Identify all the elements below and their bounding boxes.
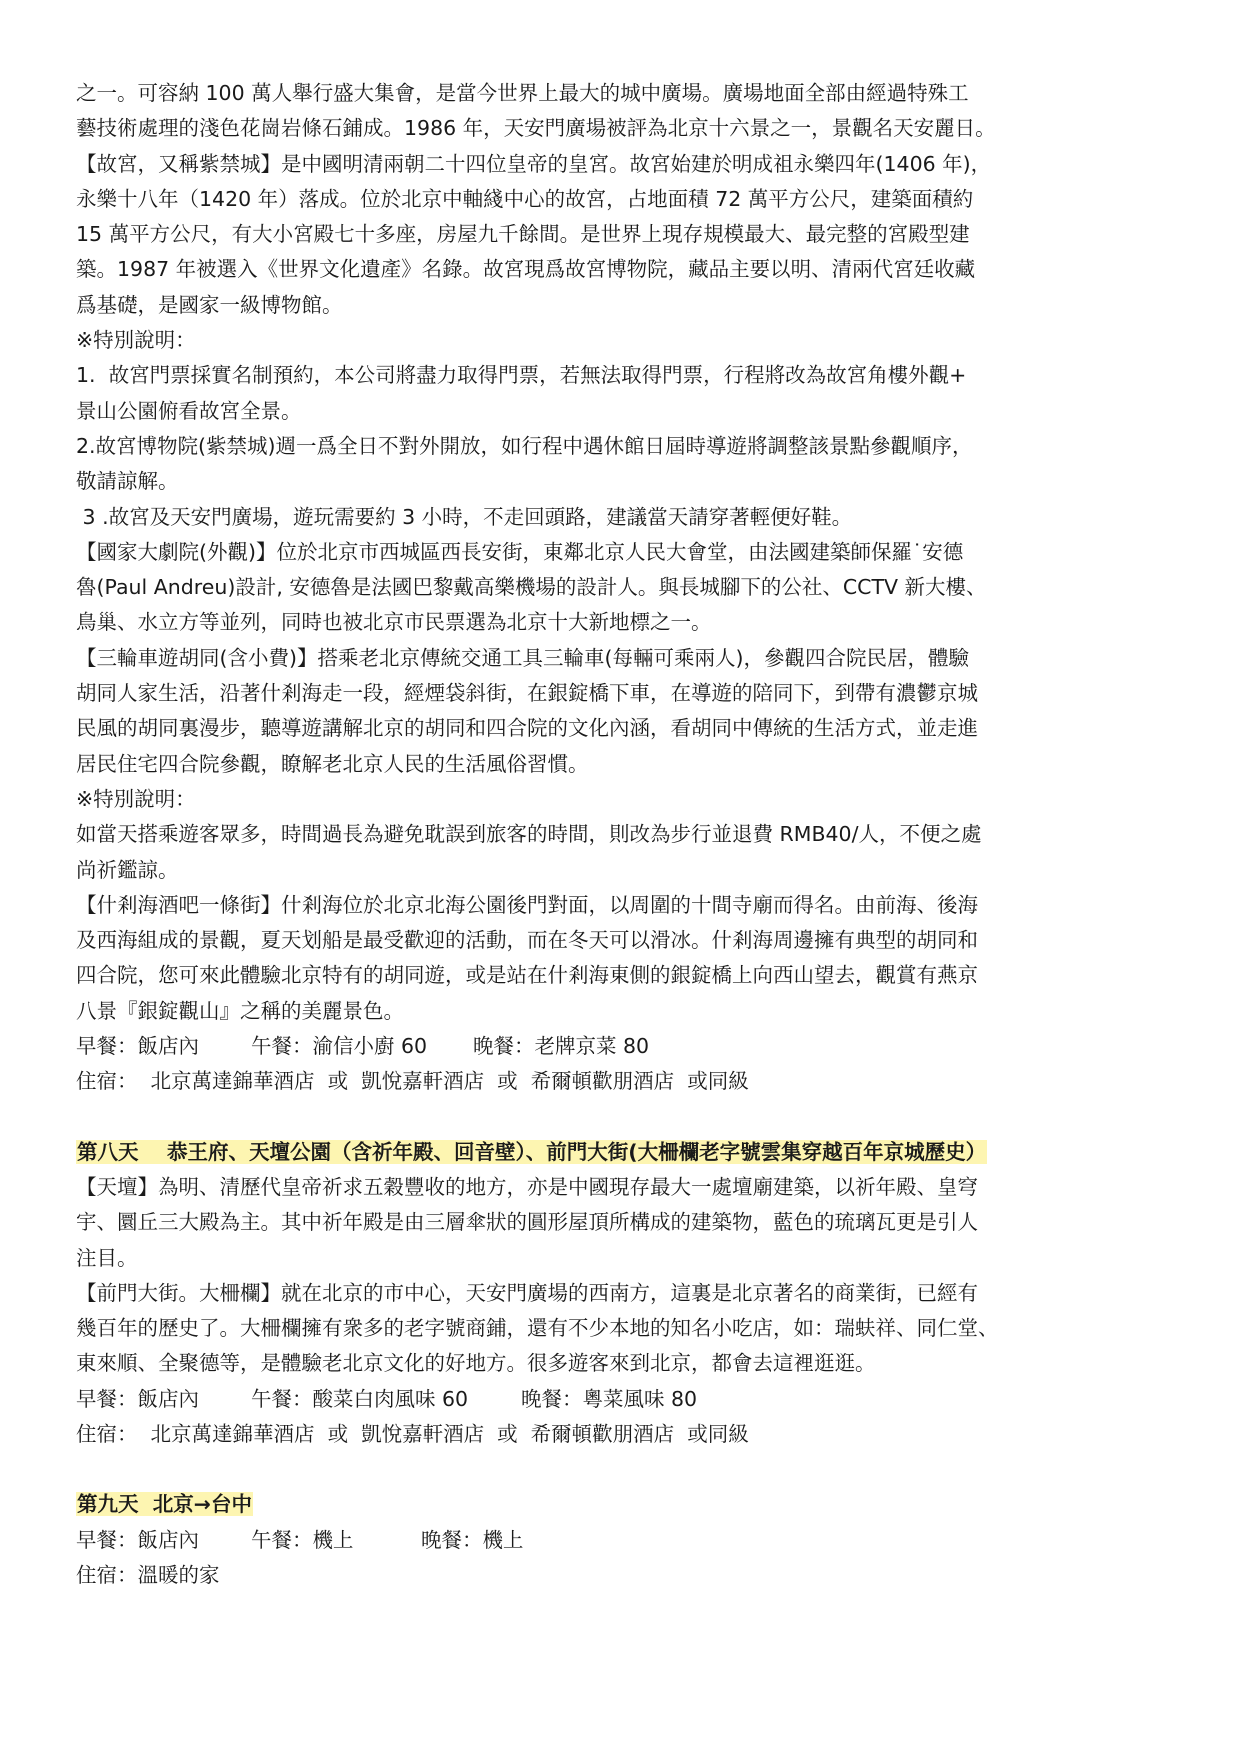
day8-paragraph [76,1170,1167,1276]
text-line: 尚祈鑑諒。 [76,857,179,882]
main-paragraph [76,500,1167,535]
text-line: 2.故宮博物院(紫禁城)週一爲全日不對外開放，如行程中遇休館日屆時導遊將調整該景點參觀順序， [76,433,973,458]
main-paragraph [76,147,1167,323]
day8-paragraph [76,1276,1167,1382]
text-line: ※特別說明： [76,328,196,353]
main-paragraph [76,817,1167,888]
main-paragraph [76,358,1167,429]
day8-stay: 住宿： 北京萬達錦華酒店 或 凱悅嘉軒酒店 或 希爾頓歡朋酒店 或同級 [76,1421,749,1446]
lunch: 午餐：機上 [251,1527,354,1552]
day9-stay: 住宿：溫暖的家 [76,1562,220,1587]
day8-heading: 第八天 恭王府、天壇公園（含祈年殿、回音壁）、前門大街(大柵欄老字號雲集穿越百年京城歷史） [77,1139,987,1164]
breakfast: 早餐：飯店內 [76,1034,199,1059]
text-line: 民風的胡同裏漫步，聽導遊講解北京的胡同和四合院的文化內涵，看胡同中傳統的生活方式，並走進 [76,716,978,741]
text-line: 居民住宅四合院參觀，瞭解老北京人民的生活風俗習慣。 [76,751,589,776]
text-line: 魯(Paul Andreu)設計, 安德魯是法國巴黎戴高樂機場的設計人。與長城腳下的公社、CCTV 新大樓、 [76,575,987,600]
breakfast: 早餐：飯店內 [76,1527,199,1552]
main-paragraph [76,535,1167,641]
text-line: 景山公園俯看故宮全景。 [76,398,302,423]
day8-meals [76,1382,1167,1417]
main-paragraph [76,641,1167,782]
text-line: 鳥巢、水立方等並列，同時也被北京市民票選為北京十大新地標之一。 [76,610,712,635]
text-line: 胡同人家生活，沿著什剎海走一段，經煙袋斜街，在銀錠橋下車，在導遊的陪同下，到帶有濃鬱京城 [76,681,978,706]
itinerary-body [76,76,1167,1029]
text-line: 【前門大街。大柵欄】就在北京的市中心，天安門廣場的西南方，這裏是北京著名的商業街，已經有 [76,1280,978,1305]
text-line: 【天壇】為明、清歷代皇帝祈求五穀豐收的地方，亦是中國現存最大一處壇廟建築，以祈年殿、皇穹 [76,1174,978,1199]
day9-heading: 第九天 北京→台中 [77,1492,252,1517]
lunch: 午餐：渝信小廚 60 [251,1034,428,1059]
text-line: 【故宮，又稱紫禁城】是中國明清兩朝二十四位皇帝的皇宮。故宮始建於明成祖永樂四年(1406 年)， [76,151,992,176]
text-line: 3 .故宮及天安門廣場，遊玩需要約 3 小時，不走回頭路，建議當天請穿著輕便好鞋。 [76,504,853,529]
text-line: 永樂十八年（1420 年）落成。位於北京中軸綫中心的故宮，占地面積 72 萬平方公尺，建築面積約 [76,186,974,211]
main-paragraph [76,782,1167,817]
main-paragraph [76,429,1167,500]
text-line: 【國家大劇院(外觀)】位於北京市西城區西長安街，東鄰北京人民大會堂，由法國建築師保羅˙安德 [76,539,964,564]
text-line: 築。1987 年被選入《世界文化遺產》名錄。故宮現爲故宮博物院，藏品主要以明、清兩代宮廷收藏 [76,257,976,282]
dinner: 晚餐：機上 [421,1527,524,1552]
main-paragraph [76,76,1167,147]
day8-body [76,1170,1167,1382]
text-line: 【三輪車遊胡同(含小費)】搭乘老北京傳統交通工具三輪車(每輛可乘兩人)，參觀四合院民居，體驗 [76,645,969,670]
day7-meals [76,1029,1167,1064]
text-line: 宇、圜丘三大殿為主。其中祈年殿是由三層傘狀的圓形屋頂所構成的建築物，藍色的琉璃瓦更是引人 [76,1210,978,1235]
text-line: 敬請諒解。 [76,469,179,494]
dinner: 晚餐：粵菜風味 80 [521,1386,698,1411]
day9-meals [76,1523,1167,1558]
main-paragraph [76,323,1167,358]
dinner: 晚餐：老牌京菜 80 [473,1034,650,1059]
text-line: 爲基礎，是國家一級博物館。 [76,292,343,317]
text-line: 及西海組成的景觀，夏天划船是最受歡迎的活動，而在冬天可以滑冰。什剎海周邊擁有典型的胡同和 [76,928,978,953]
text-line: 八景『銀錠觀山』之稱的美麗景色。 [76,998,404,1023]
text-line: 藝技術處理的淺色花崗岩條石鋪成。1986 年，天安門廣場被評為北京十六景之一，景觀名天安麗日。 [76,116,996,141]
text-line: 四合院，您可來此體驗北京特有的胡同遊，或是站在什剎海東側的銀錠橋上向西山望去，觀賞有燕京 [76,963,978,988]
text-line: ※特別說明： [76,786,196,811]
text-line: 之一。可容納 100 萬人舉行盛大集會，是當今世界上最大的城中廣場。廣場地面全部由經過特殊工 [76,81,969,105]
breakfast: 早餐：飯店內 [76,1386,199,1411]
text-line: 【什剎海酒吧一條街】什剎海位於北京北海公園後門對面，以周圍的十間寺廟而得名。由前海、後海 [76,892,978,917]
text-line: 東來順、全聚德等，是體驗老北京文化的好地方。很多遊客來到北京，都會去這裡逛逛。 [76,1351,876,1376]
text-line: 注目。 [76,1245,138,1270]
text-line: 1. 故宮門票採實名制預約，本公司將盡力取得門票，若無法取得門票，行程將改為故宮角樓外觀+ [76,363,967,388]
day7-stay: 住宿： 北京萬達錦華酒店 或 凱悅嘉軒酒店 或 希爾頓歡朋酒店 或同級 [76,1069,749,1094]
text-line: 如當天搭乘遊客眾多，時間過長為避免耽誤到旅客的時間，則改為步行並退費 RMB40/人，不便之處 [76,822,982,847]
main-paragraph [76,888,1167,1029]
text-line: 15 萬平方公尺，有大小宮殿七十多座，房屋九千餘間。是世界上現存規模最大、最完整的宮殿型建 [76,222,970,247]
text-line: 幾百年的歷史了。大柵欄擁有衆多的老字號商鋪，還有不少本地的知名小吃店，如：瑞蚨祥、同仁堂、 [76,1316,999,1341]
lunch: 午餐：酸菜白肉風味 60 [251,1386,469,1411]
